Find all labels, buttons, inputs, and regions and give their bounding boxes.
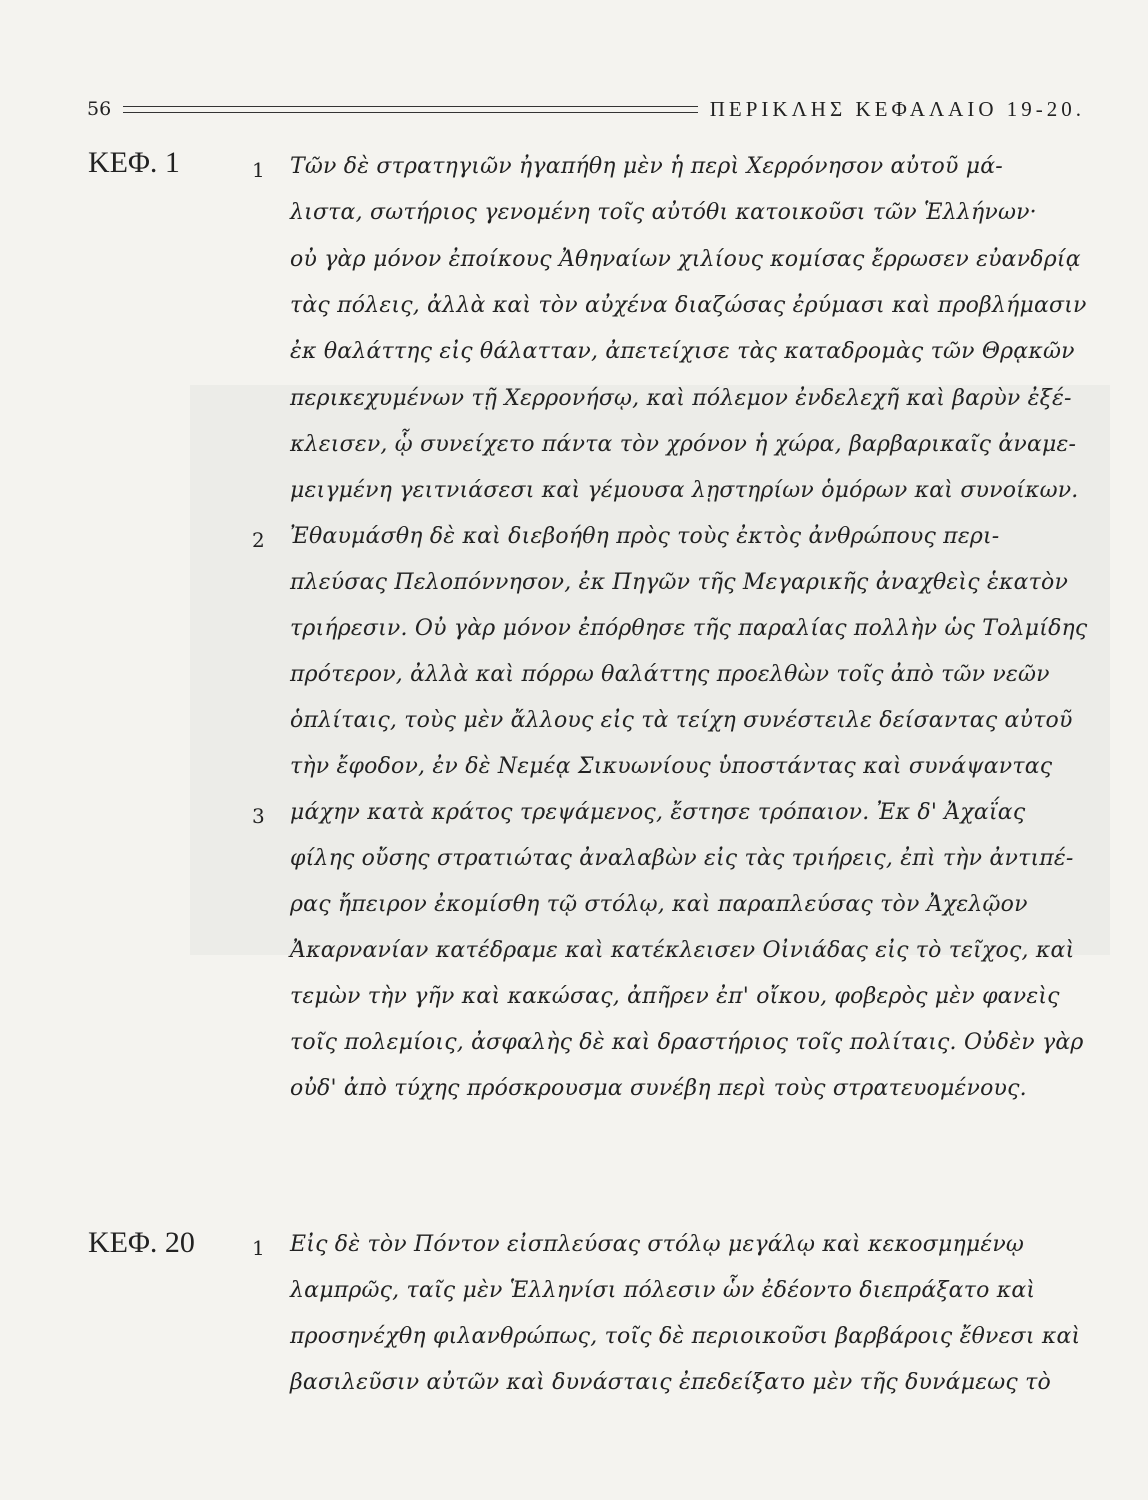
text-line: Εἰς δὲ τὸν Πόντον εἰσπλεύσας στόλῳ μεγάλῳ καὶ κεκοσμημένῳ <box>290 1232 1025 1257</box>
page-header <box>87 94 1085 124</box>
chapter-label-19: ΚΕΦ. 1 <box>88 146 180 179</box>
text-line: μάχην κατὰ κράτος τρεψάμενος, ἔστησε τρόπαιον. Ἐκ δ' Ἀχαΐας <box>290 800 1026 825</box>
chapter-label-20: ΚΕΦ. 20 <box>88 1226 195 1259</box>
text-line: ὁπλίταις, τοὺς μὲν ἄλλους εἰς τὰ τείχη συνέστειλε δείσαντας αὐτοῦ <box>290 708 1073 733</box>
text-line: μειγμένη γειτνιάσεσι καὶ γέμουσα λῃστηρίων ὁμόρων καὶ συνοίκων. <box>290 478 1079 503</box>
text-line: περικεχυμένων τῇ Χερρονήσῳ, καὶ πόλεμον ἐνδελεχῆ καὶ βαρὺν ἐξέ- <box>290 386 1072 411</box>
text-line: Τῶν δὲ στρατηγιῶν ἠγαπήθη μὲν ἡ περὶ Χερρόνησον αὐτοῦ μά- <box>290 154 1003 179</box>
text-line: Ἀκαρνανίαν κατέδραμε καὶ κατέκλεισεν Οἰνιάδας εἰς τὸ τεῖχος, καὶ <box>290 938 1075 963</box>
section-number: 1 <box>252 1236 265 1260</box>
page-number: 56 <box>87 98 112 120</box>
text-line: κλεισεν, ᾧ συνείχετο πάντα τὸν χρόνον ἡ χώρα, βαρβαρικαῖς ἀναμε- <box>290 432 1077 457</box>
header-rule <box>123 106 698 113</box>
text-line: τριήρεσιν. Οὐ γὰρ μόνον ἐπόρθησε τῆς παραλίας πολλὴν ὡς Τολμίδης <box>290 616 1088 641</box>
text-line: λαμπρῶς, ταῖς μὲν Ἑλληνίσι πόλεσιν ὧν ἐδέοντο διεπράξατο καὶ <box>290 1278 1036 1303</box>
text-line: φίλης οὔσης στρατιώτας ἀναλαβὼν εἰς τὰς τριήρεις, ἐπὶ τὴν ἀντιπέ- <box>290 846 1074 871</box>
text-line: τὰς πόλεις, ἀλλὰ καὶ τὸν αὐχένα διαζώσας ἐρύμασι καὶ προβλήμασιν <box>290 293 1087 318</box>
text-line: τεμὼν τὴν γῆν καὶ κακώσας, ἀπῆρεν ἐπ' οἴκου, φοβερὸς μὲν φανεὶς <box>290 984 1060 1009</box>
text-line: οὐ γὰρ μόνον ἐποίκους Ἀθηναίων χιλίους κομίσας ἔρρωσεν εὐανδρίᾳ <box>290 247 1081 272</box>
text-line: πρότερον, ἀλλὰ καὶ πόρρω θαλάττης προελθὼν τοῖς ἀπὸ τῶν νεῶν <box>290 662 1050 687</box>
text-line: τὴν ἔφοδον, ἐν δὲ Νεμέᾳ Σικυωνίους ὑποστάντας καὶ συνάψαντας <box>290 754 1053 779</box>
text-line: λιστα, σωτήριος γενομένη τοῖς αὐτόθι κατοικοῦσι τῶν Ἑλλήνων· <box>290 200 1037 225</box>
section-number: 1 <box>252 158 265 182</box>
text-line: οὐδ' ἀπὸ τύχης πρόσκρουσμα συνέβη περὶ τοὺς στρατευομένους. <box>290 1076 1027 1101</box>
text-line: πλεύσας Πελοπόννησον, ἐκ Πηγῶν τῆς Μεγαρικῆς ἀναχθεὶς ἑκατὸν <box>290 570 1069 595</box>
text-line: προσηνέχθη φιλανθρώπως, τοῖς δὲ περιοικοῦσι βαρβάροις ἔθνεσι καὶ <box>290 1324 1081 1349</box>
section-number: 2 <box>252 528 265 552</box>
text-line: βασιλεῦσιν αὐτῶν καὶ δυνάσταις ἐπεδείξατο μὲν τῆς δυνάμεως τὸ <box>290 1370 1051 1395</box>
text-line: τοῖς πολεμίοις, ἀσφαλὴς δὲ καὶ δραστήριος τοῖς πολίταις. Οὐδὲν γὰρ <box>290 1030 1084 1055</box>
running-title: ΠΕΡΙΚΛΗΣ ΚΕΦΑΛΑΙΟ 19-20. <box>709 96 1085 121</box>
text-line: ρας ἤπειρον ἐκομίσθη τῷ στόλῳ, καὶ παραπλεύσας τὸν Ἀχελῷον <box>290 892 1028 917</box>
text-line: Ἐθαυμάσθη δὲ καὶ διεβοήθη πρὸς τοὺς ἐκτὸς ἀνθρώπους περι- <box>290 524 1000 549</box>
section-number: 3 <box>252 804 265 828</box>
text-line: ἐκ θαλάττης εἰς θάλατταν, ἀπετείχισε τὰς καταδρομὰς τῶν Θρᾳκῶν <box>290 339 1075 364</box>
